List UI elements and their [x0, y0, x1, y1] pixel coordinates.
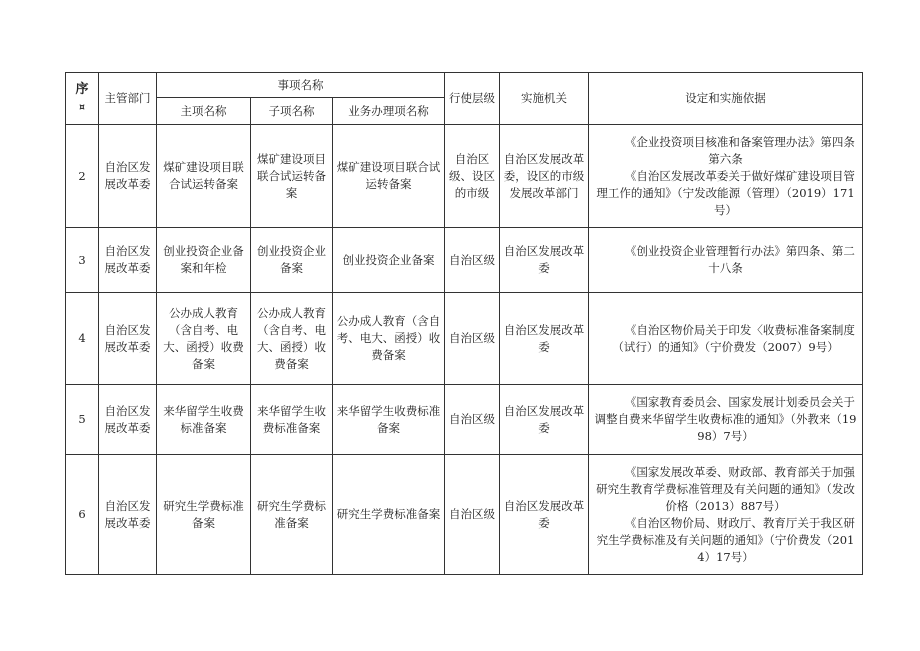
approval-items-table	[65, 72, 863, 575]
basis-line: 《国家教育委员会、国家发展计划委员会关于调整自费来华留学生收费标准的通知》（外教来（1998）7号）	[594, 395, 857, 443]
row-number: 5	[66, 385, 99, 455]
header-item-group: 事项名称	[157, 73, 445, 98]
row-sub-item: 研究生学费标准备案	[251, 455, 333, 575]
row-main-item: 公办成人教育（含自考、电大、函授）收费备案	[157, 293, 251, 385]
row-basis	[589, 293, 863, 385]
row-number: 2	[66, 125, 99, 228]
header-seq-mark: ¤	[79, 102, 85, 113]
row-number: 3	[66, 228, 99, 293]
row-main-item: 来华留学生收费标准备案	[157, 385, 251, 455]
row-agency: 自治区发展改革委	[500, 385, 589, 455]
basis-line: 《自治区发展改革委关于做好煤矿建设项目管理工作的通知》（宁发改能源（管理）（2019）171号）	[596, 168, 855, 217]
row-sub-item: 公办成人教育（含自考、电大、函授）收费备案	[251, 293, 333, 385]
header-sub-item: 子项名称	[251, 98, 333, 125]
row-basis	[589, 385, 863, 455]
row-business-item: 研究生学费标准备案	[333, 455, 445, 575]
table-row	[66, 455, 863, 575]
row-sub-item: 来华留学生收费标准备案	[251, 385, 333, 455]
row-dept: 自治区发展改革委	[99, 455, 157, 575]
table-row	[66, 125, 863, 228]
row-dept: 自治区发展改革委	[99, 228, 157, 293]
row-agency: 自治区发展改革委	[500, 293, 589, 385]
row-sub-item: 创业投资企业备案	[251, 228, 333, 293]
row-agency: 自治区发展改革委，设区的市级发展改革部门	[500, 125, 589, 228]
row-dept: 自治区发展改革委	[99, 293, 157, 385]
row-business-item: 煤矿建设项目联合试运转备案	[333, 125, 445, 228]
header-business-item: 业务办理项名称	[333, 98, 445, 125]
header-seq: 序 ¤	[66, 73, 99, 125]
row-business-item: 来华留学生收费标准备案	[333, 385, 445, 455]
row-business-item: 创业投资企业备案	[333, 228, 445, 293]
table-row	[66, 385, 863, 455]
header-main-item: 主项名称	[157, 98, 251, 125]
row-level: 自治区级	[445, 228, 500, 293]
row-dept: 自治区发展改革委	[99, 125, 157, 228]
header-agency: 实施机关	[500, 73, 589, 125]
row-main-item: 研究生学费标准备案	[157, 455, 251, 575]
basis-line: 《自治区物价局关于印发〈收费标准备案制度（试行）的通知》（宁价费发（2007）9号）	[612, 322, 855, 354]
header-level: 行使层级	[445, 73, 500, 125]
row-number: 6	[66, 455, 99, 575]
header-dept: 主管部门	[99, 73, 157, 125]
row-level: 自治区级	[445, 385, 500, 455]
row-dept: 自治区发展改革委	[99, 385, 157, 455]
row-basis	[589, 125, 863, 228]
row-number: 4	[66, 293, 99, 385]
row-basis	[589, 455, 863, 575]
row-main-item: 煤矿建设项目联合试运转备案	[157, 125, 251, 228]
row-level: 自治区级	[445, 455, 500, 575]
header-basis: 设定和实施依据	[589, 73, 863, 125]
row-level: 自治区级、设区的市级	[445, 125, 500, 228]
row-agency: 自治区发展改革委	[500, 228, 589, 293]
basis-line: 《国家发展改革委、财政部、教育部关于加强研究生教育学费标准管理及有关问题的通知》（发改价格（2013）887号）	[596, 464, 855, 513]
table-row	[66, 293, 863, 385]
row-level: 自治区级	[445, 293, 500, 385]
row-sub-item: 煤矿建设项目联合试运转备案	[251, 125, 333, 228]
row-agency: 自治区发展改革委	[500, 455, 589, 575]
basis-line: 《自治区物价局、财政厅、教育厅关于我区研究生学费标准及有关问题的通知》（宁价费发（2014）17号）	[596, 515, 855, 564]
row-main-item: 创业投资企业备案和年检	[157, 228, 251, 293]
table-row	[66, 228, 863, 293]
row-business-item: 公办成人教育（含自考、电大、函授）收费备案	[333, 293, 445, 385]
row-basis	[589, 228, 863, 293]
basis-line: 《创业投资企业管理暂行办法》第四条、第二十八条	[624, 244, 855, 275]
basis-line: 《企业投资项目核准和备案管理办法》第四条第六条	[624, 134, 855, 166]
